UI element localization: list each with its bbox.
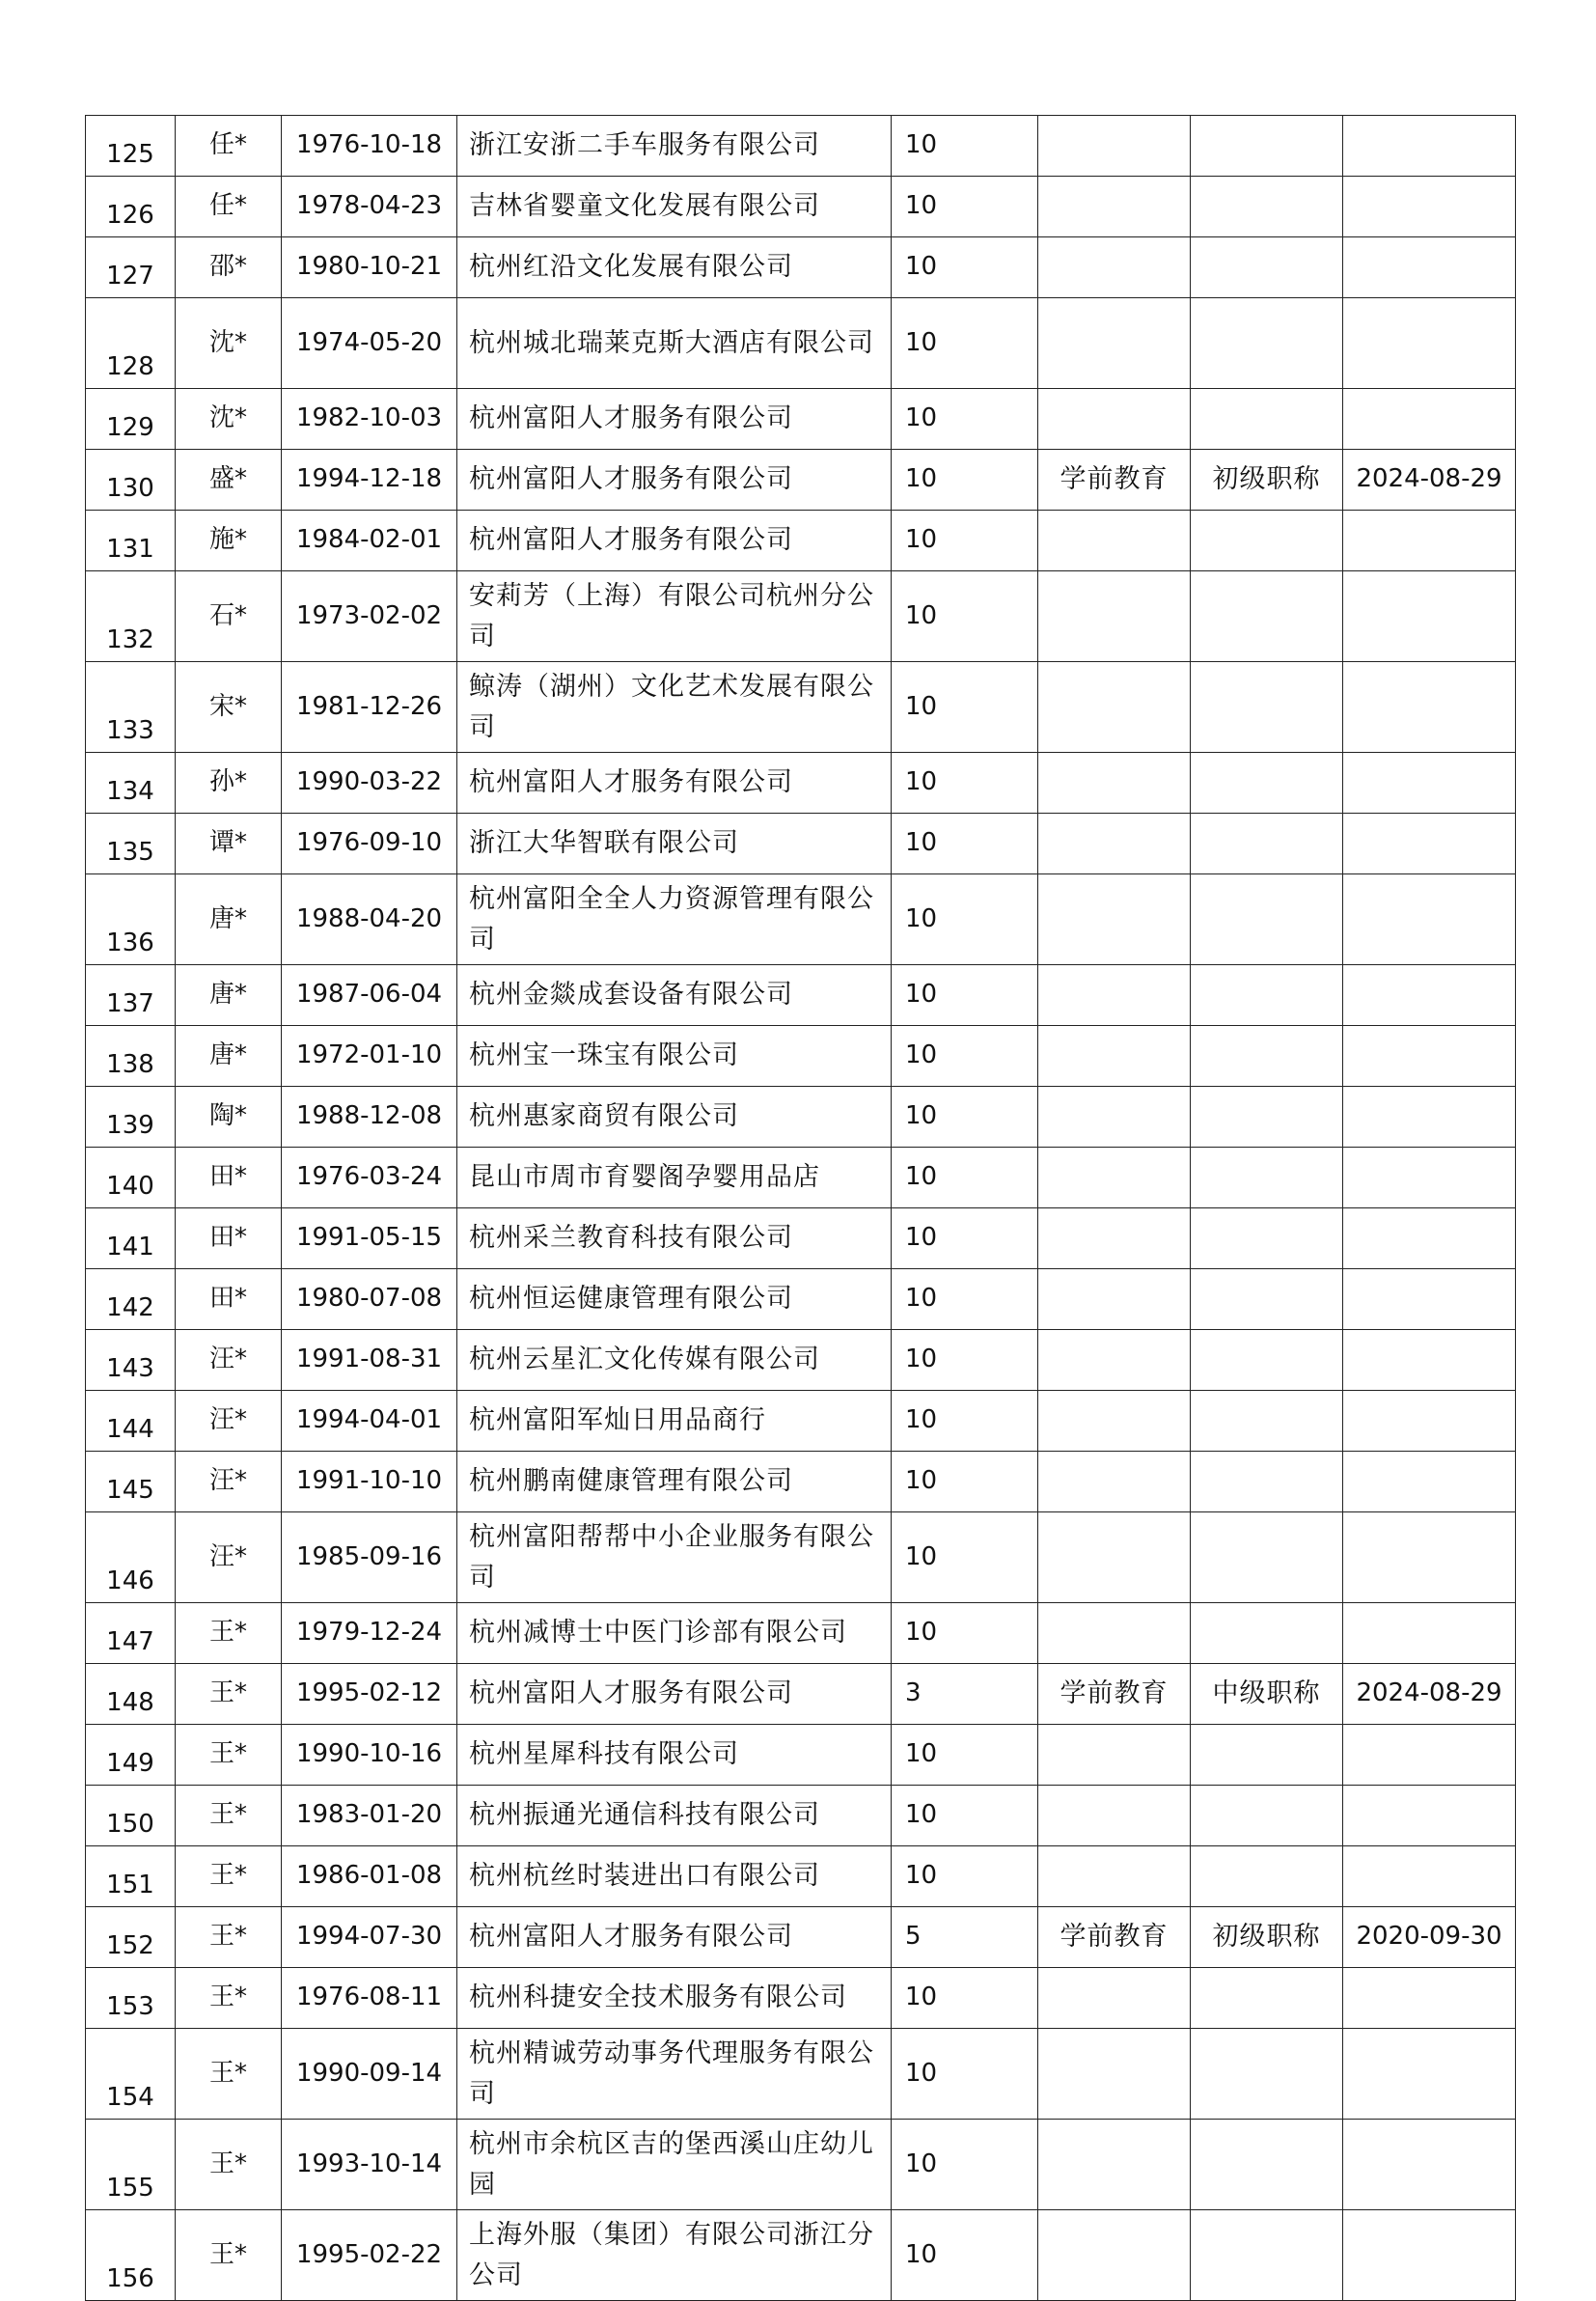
birth-date: 1987-06-04: [282, 965, 457, 1026]
company-name: 杭州富阳军灿日用品商行: [457, 1391, 892, 1452]
table-row: [86, 389, 1516, 450]
birth-date: 1982-10-03: [282, 389, 457, 450]
title-level: [1191, 965, 1343, 1026]
table-row: [86, 450, 1516, 511]
row-number: 150: [86, 1786, 176, 1846]
person-name: 沈*: [176, 389, 282, 450]
major-field: [1038, 965, 1191, 1026]
birth-date: 1976-03-24: [282, 1148, 457, 1208]
person-name: 王*: [176, 1603, 282, 1664]
person-name: 王*: [176, 2029, 282, 2120]
birth-date: 1991-08-31: [282, 1330, 457, 1391]
table-row: [86, 237, 1516, 298]
person-name: 王*: [176, 2210, 282, 2301]
company-name: 杭州富阳人才服务有限公司: [457, 1907, 892, 1968]
major-field: [1038, 1026, 1191, 1087]
table-row: [86, 1907, 1516, 1968]
row-number: 151: [86, 1846, 176, 1907]
title-level: [1191, 2029, 1343, 2120]
row-number: 143: [86, 1330, 176, 1391]
roster-table: [85, 115, 1516, 2301]
years-value: 10: [892, 450, 1038, 511]
certificate-date: [1343, 571, 1516, 662]
major-field: [1038, 298, 1191, 389]
years-value: 10: [892, 116, 1038, 177]
years-value: 10: [892, 2029, 1038, 2120]
certificate-date: [1343, 116, 1516, 177]
years-value: 10: [892, 1512, 1038, 1603]
row-number: 135: [86, 814, 176, 874]
certificate-date: [1343, 237, 1516, 298]
certificate-date: [1343, 1512, 1516, 1603]
title-level: [1191, 814, 1343, 874]
major-field: [1038, 116, 1191, 177]
person-name: 王*: [176, 2120, 282, 2210]
table-row: [86, 1208, 1516, 1269]
table-row: [86, 2029, 1516, 2120]
years-value: 10: [892, 1148, 1038, 1208]
certificate-date: [1343, 814, 1516, 874]
table-row: [86, 1391, 1516, 1452]
major-field: [1038, 814, 1191, 874]
major-field: [1038, 2120, 1191, 2210]
title-level: [1191, 1269, 1343, 1330]
title-level: [1191, 1087, 1343, 1148]
birth-date: 1994-07-30: [282, 1907, 457, 1968]
certificate-date: [1343, 1968, 1516, 2029]
person-name: 王*: [176, 1907, 282, 1968]
years-value: 10: [892, 389, 1038, 450]
person-name: 王*: [176, 1725, 282, 1786]
years-value: 10: [892, 2120, 1038, 2210]
major-field: [1038, 177, 1191, 237]
table-row: [86, 511, 1516, 571]
major-field: [1038, 1452, 1191, 1512]
major-field: [1038, 1087, 1191, 1148]
row-number: 130: [86, 450, 176, 511]
company-name: 杭州富阳帮帮中小企业服务有限公司: [457, 1512, 892, 1603]
years-value: 10: [892, 965, 1038, 1026]
row-number: 146: [86, 1512, 176, 1603]
years-value: 10: [892, 1208, 1038, 1269]
birth-date: 1983-01-20: [282, 1786, 457, 1846]
person-name: 王*: [176, 1846, 282, 1907]
certificate-date: [1343, 1208, 1516, 1269]
company-name: 杭州减博士中医门诊部有限公司: [457, 1603, 892, 1664]
title-level: [1191, 2120, 1343, 2210]
table-row: [86, 874, 1516, 965]
company-name: 杭州振通光通信科技有限公司: [457, 1786, 892, 1846]
certificate-date: [1343, 2210, 1516, 2301]
major-field: [1038, 511, 1191, 571]
title-level: [1191, 237, 1343, 298]
table-row: [86, 2210, 1516, 2301]
person-name: 邵*: [176, 237, 282, 298]
row-number: 134: [86, 753, 176, 814]
row-number: 144: [86, 1391, 176, 1452]
table-row: [86, 298, 1516, 389]
person-name: 田*: [176, 1269, 282, 1330]
table-row: [86, 1452, 1516, 1512]
row-number: 136: [86, 874, 176, 965]
years-value: 10: [892, 1603, 1038, 1664]
years-value: 10: [892, 177, 1038, 237]
certificate-date: [1343, 1786, 1516, 1846]
title-level: [1191, 1208, 1343, 1269]
person-name: 孙*: [176, 753, 282, 814]
person-name: 王*: [176, 1786, 282, 1846]
birth-date: 1980-10-21: [282, 237, 457, 298]
years-value: 10: [892, 662, 1038, 753]
person-name: 田*: [176, 1148, 282, 1208]
company-name: 杭州科捷安全技术服务有限公司: [457, 1968, 892, 2029]
major-field: [1038, 1725, 1191, 1786]
title-level: [1191, 874, 1343, 965]
person-name: 沈*: [176, 298, 282, 389]
major-field: 学前教育: [1038, 450, 1191, 511]
person-name: 石*: [176, 571, 282, 662]
table-row: [86, 965, 1516, 1026]
company-name: 杭州杭丝时装进出口有限公司: [457, 1846, 892, 1907]
title-level: [1191, 753, 1343, 814]
row-number: 148: [86, 1664, 176, 1725]
company-name: 上海外服（集团）有限公司浙江分公司: [457, 2210, 892, 2301]
person-name: 汪*: [176, 1452, 282, 1512]
major-field: [1038, 1269, 1191, 1330]
title-level: [1191, 1330, 1343, 1391]
title-level: [1191, 116, 1343, 177]
years-value: 10: [892, 237, 1038, 298]
person-name: 王*: [176, 1664, 282, 1725]
years-value: 10: [892, 1968, 1038, 2029]
row-number: 137: [86, 965, 176, 1026]
birth-date: 1991-10-10: [282, 1452, 457, 1512]
birth-date: 1990-03-22: [282, 753, 457, 814]
birth-date: 1985-09-16: [282, 1512, 457, 1603]
company-name: 杭州富阳人才服务有限公司: [457, 511, 892, 571]
row-number: 139: [86, 1087, 176, 1148]
company-name: 杭州惠家商贸有限公司: [457, 1087, 892, 1148]
table-row: [86, 1846, 1516, 1907]
years-value: 10: [892, 1786, 1038, 1846]
table-row: [86, 1786, 1516, 1846]
company-name: 杭州市余杭区吉的堡西溪山庄幼儿园: [457, 2120, 892, 2210]
certificate-date: 2024-08-29: [1343, 1664, 1516, 1725]
years-value: 10: [892, 1725, 1038, 1786]
years-value: 10: [892, 1087, 1038, 1148]
title-level: 中级职称: [1191, 1664, 1343, 1725]
major-field: [1038, 1512, 1191, 1603]
person-name: 谭*: [176, 814, 282, 874]
row-number: 142: [86, 1269, 176, 1330]
row-number: 133: [86, 662, 176, 753]
major-field: [1038, 1846, 1191, 1907]
certificate-date: [1343, 1330, 1516, 1391]
row-number: 129: [86, 389, 176, 450]
row-number: 125: [86, 116, 176, 177]
company-name: 杭州鹏南健康管理有限公司: [457, 1452, 892, 1512]
row-number: 154: [86, 2029, 176, 2120]
major-field: [1038, 753, 1191, 814]
major-field: 学前教育: [1038, 1907, 1191, 1968]
birth-date: 1973-02-02: [282, 571, 457, 662]
title-level: [1191, 1452, 1343, 1512]
birth-date: 1993-10-14: [282, 2120, 457, 2210]
company-name: 安莉芳（上海）有限公司杭州分公司: [457, 571, 892, 662]
major-field: [1038, 237, 1191, 298]
birth-date: 1986-01-08: [282, 1846, 457, 1907]
birth-date: 1990-09-14: [282, 2029, 457, 2120]
person-name: 汪*: [176, 1512, 282, 1603]
certificate-date: [1343, 1846, 1516, 1907]
birth-date: 1980-07-08: [282, 1269, 457, 1330]
certificate-date: [1343, 1269, 1516, 1330]
person-name: 盛*: [176, 450, 282, 511]
major-field: [1038, 1330, 1191, 1391]
row-number: 153: [86, 1968, 176, 2029]
certificate-date: [1343, 511, 1516, 571]
certificate-date: 2020-09-30: [1343, 1907, 1516, 1968]
title-level: [1191, 1968, 1343, 2029]
birth-date: 1995-02-22: [282, 2210, 457, 2301]
birth-date: 1990-10-16: [282, 1725, 457, 1786]
table-row: [86, 1512, 1516, 1603]
company-name: 浙江安浙二手车服务有限公司: [457, 116, 892, 177]
company-name: 杭州恒运健康管理有限公司: [457, 1269, 892, 1330]
birth-date: 1976-10-18: [282, 116, 457, 177]
birth-date: 1994-12-18: [282, 450, 457, 511]
company-name: 吉林省婴童文化发展有限公司: [457, 177, 892, 237]
major-field: [1038, 1391, 1191, 1452]
certificate-date: [1343, 1391, 1516, 1452]
table-row: [86, 662, 1516, 753]
birth-date: 1991-05-15: [282, 1208, 457, 1269]
company-name: 杭州富阳人才服务有限公司: [457, 450, 892, 511]
birth-date: 1994-04-01: [282, 1391, 457, 1452]
person-name: 施*: [176, 511, 282, 571]
company-name: 杭州精诚劳动事务代理服务有限公司: [457, 2029, 892, 2120]
title-level: [1191, 1846, 1343, 1907]
roster-body: [86, 116, 1516, 2301]
person-name: 田*: [176, 1208, 282, 1269]
major-field: [1038, 874, 1191, 965]
years-value: 10: [892, 298, 1038, 389]
title-level: [1191, 298, 1343, 389]
person-name: 唐*: [176, 965, 282, 1026]
birth-date: 1995-02-12: [282, 1664, 457, 1725]
table-row: [86, 1603, 1516, 1664]
row-number: 147: [86, 1603, 176, 1664]
major-field: [1038, 1148, 1191, 1208]
years-value: 10: [892, 814, 1038, 874]
row-number: 156: [86, 2210, 176, 2301]
company-name: 杭州城北瑞莱克斯大酒店有限公司: [457, 298, 892, 389]
birth-date: 1976-08-11: [282, 1968, 457, 2029]
major-field: [1038, 2029, 1191, 2120]
table-row: [86, 2120, 1516, 2210]
certificate-date: [1343, 2120, 1516, 2210]
title-level: [1191, 389, 1343, 450]
person-name: 任*: [176, 116, 282, 177]
birth-date: 1974-05-20: [282, 298, 457, 389]
company-name: 杭州富阳人才服务有限公司: [457, 389, 892, 450]
person-name: 唐*: [176, 1026, 282, 1087]
major-field: [1038, 1208, 1191, 1269]
person-name: 陶*: [176, 1087, 282, 1148]
title-level: [1191, 1148, 1343, 1208]
years-value: 10: [892, 874, 1038, 965]
row-number: 128: [86, 298, 176, 389]
row-number: 145: [86, 1452, 176, 1512]
person-name: 任*: [176, 177, 282, 237]
company-name: 杭州富阳全全人力资源管理有限公司: [457, 874, 892, 965]
title-level: [1191, 177, 1343, 237]
company-name: 杭州红沿文化发展有限公司: [457, 237, 892, 298]
person-name: 汪*: [176, 1330, 282, 1391]
title-level: [1191, 2210, 1343, 2301]
years-value: 10: [892, 571, 1038, 662]
table-row: [86, 1330, 1516, 1391]
row-number: 155: [86, 2120, 176, 2210]
certificate-date: [1343, 1603, 1516, 1664]
certificate-date: [1343, 965, 1516, 1026]
row-number: 132: [86, 571, 176, 662]
title-level: [1191, 1391, 1343, 1452]
major-field: [1038, 662, 1191, 753]
major-field: [1038, 571, 1191, 662]
years-value: 10: [892, 2210, 1038, 2301]
years-value: 10: [892, 511, 1038, 571]
certificate-date: [1343, 1087, 1516, 1148]
title-level: [1191, 1026, 1343, 1087]
certificate-date: [1343, 1452, 1516, 1512]
title-level: [1191, 1786, 1343, 1846]
major-field: [1038, 1968, 1191, 2029]
certificate-date: [1343, 662, 1516, 753]
birth-date: 1978-04-23: [282, 177, 457, 237]
years-value: 3: [892, 1664, 1038, 1725]
table-row: [86, 177, 1516, 237]
major-field: [1038, 1603, 1191, 1664]
company-name: 杭州星犀科技有限公司: [457, 1725, 892, 1786]
person-name: 汪*: [176, 1391, 282, 1452]
row-number: 126: [86, 177, 176, 237]
table-row: [86, 116, 1516, 177]
certificate-date: [1343, 753, 1516, 814]
major-field: 学前教育: [1038, 1664, 1191, 1725]
row-number: 141: [86, 1208, 176, 1269]
company-name: 杭州宝一珠宝有限公司: [457, 1026, 892, 1087]
birth-date: 1972-01-10: [282, 1026, 457, 1087]
table-row: [86, 1087, 1516, 1148]
major-field: [1038, 2210, 1191, 2301]
certificate-date: [1343, 298, 1516, 389]
years-value: 10: [892, 1391, 1038, 1452]
row-number: 140: [86, 1148, 176, 1208]
years-value: 10: [892, 1452, 1038, 1512]
company-name: 杭州富阳人才服务有限公司: [457, 1664, 892, 1725]
birth-date: 1988-04-20: [282, 874, 457, 965]
row-number: 138: [86, 1026, 176, 1087]
birth-date: 1984-02-01: [282, 511, 457, 571]
title-level: [1191, 571, 1343, 662]
table-row: [86, 1026, 1516, 1087]
certificate-date: [1343, 1725, 1516, 1786]
company-name: 浙江大华智联有限公司: [457, 814, 892, 874]
row-number: 127: [86, 237, 176, 298]
table-row: [86, 1269, 1516, 1330]
row-number: 131: [86, 511, 176, 571]
table-row: [86, 1664, 1516, 1725]
birth-date: 1988-12-08: [282, 1087, 457, 1148]
years-value: 10: [892, 1269, 1038, 1330]
company-name: 杭州金燚成套设备有限公司: [457, 965, 892, 1026]
person-name: 唐*: [176, 874, 282, 965]
title-level: [1191, 1725, 1343, 1786]
table-row: [86, 753, 1516, 814]
certificate-date: [1343, 177, 1516, 237]
birth-date: 1981-12-26: [282, 662, 457, 753]
years-value: 10: [892, 1846, 1038, 1907]
certificate-date: [1343, 1148, 1516, 1208]
certificate-date: [1343, 874, 1516, 965]
table-row: [86, 1968, 1516, 2029]
company-name: 杭州采兰教育科技有限公司: [457, 1208, 892, 1269]
title-level: [1191, 1603, 1343, 1664]
years-value: 10: [892, 753, 1038, 814]
years-value: 5: [892, 1907, 1038, 1968]
row-number: 152: [86, 1907, 176, 1968]
table-row: [86, 571, 1516, 662]
certificate-date: 2024-08-29: [1343, 450, 1516, 511]
title-level: [1191, 511, 1343, 571]
major-field: [1038, 389, 1191, 450]
certificate-date: [1343, 2029, 1516, 2120]
row-number: 149: [86, 1725, 176, 1786]
company-name: 昆山市周市育婴阁孕婴用品店: [457, 1148, 892, 1208]
table-row: [86, 1148, 1516, 1208]
years-value: 10: [892, 1026, 1038, 1087]
title-level: [1191, 662, 1343, 753]
table-row: [86, 1725, 1516, 1786]
title-level: 初级职称: [1191, 1907, 1343, 1968]
company-name: 杭州云星汇文化传媒有限公司: [457, 1330, 892, 1391]
table-row: [86, 814, 1516, 874]
birth-date: 1976-09-10: [282, 814, 457, 874]
certificate-date: [1343, 1026, 1516, 1087]
title-level: [1191, 1512, 1343, 1603]
birth-date: 1979-12-24: [282, 1603, 457, 1664]
person-name: 王*: [176, 1968, 282, 2029]
major-field: [1038, 1786, 1191, 1846]
person-name: 宋*: [176, 662, 282, 753]
years-value: 10: [892, 1330, 1038, 1391]
company-name: 杭州富阳人才服务有限公司: [457, 753, 892, 814]
title-level: 初级职称: [1191, 450, 1343, 511]
company-name: 鲸涛（湖州）文化艺术发展有限公司: [457, 662, 892, 753]
certificate-date: [1343, 389, 1516, 450]
